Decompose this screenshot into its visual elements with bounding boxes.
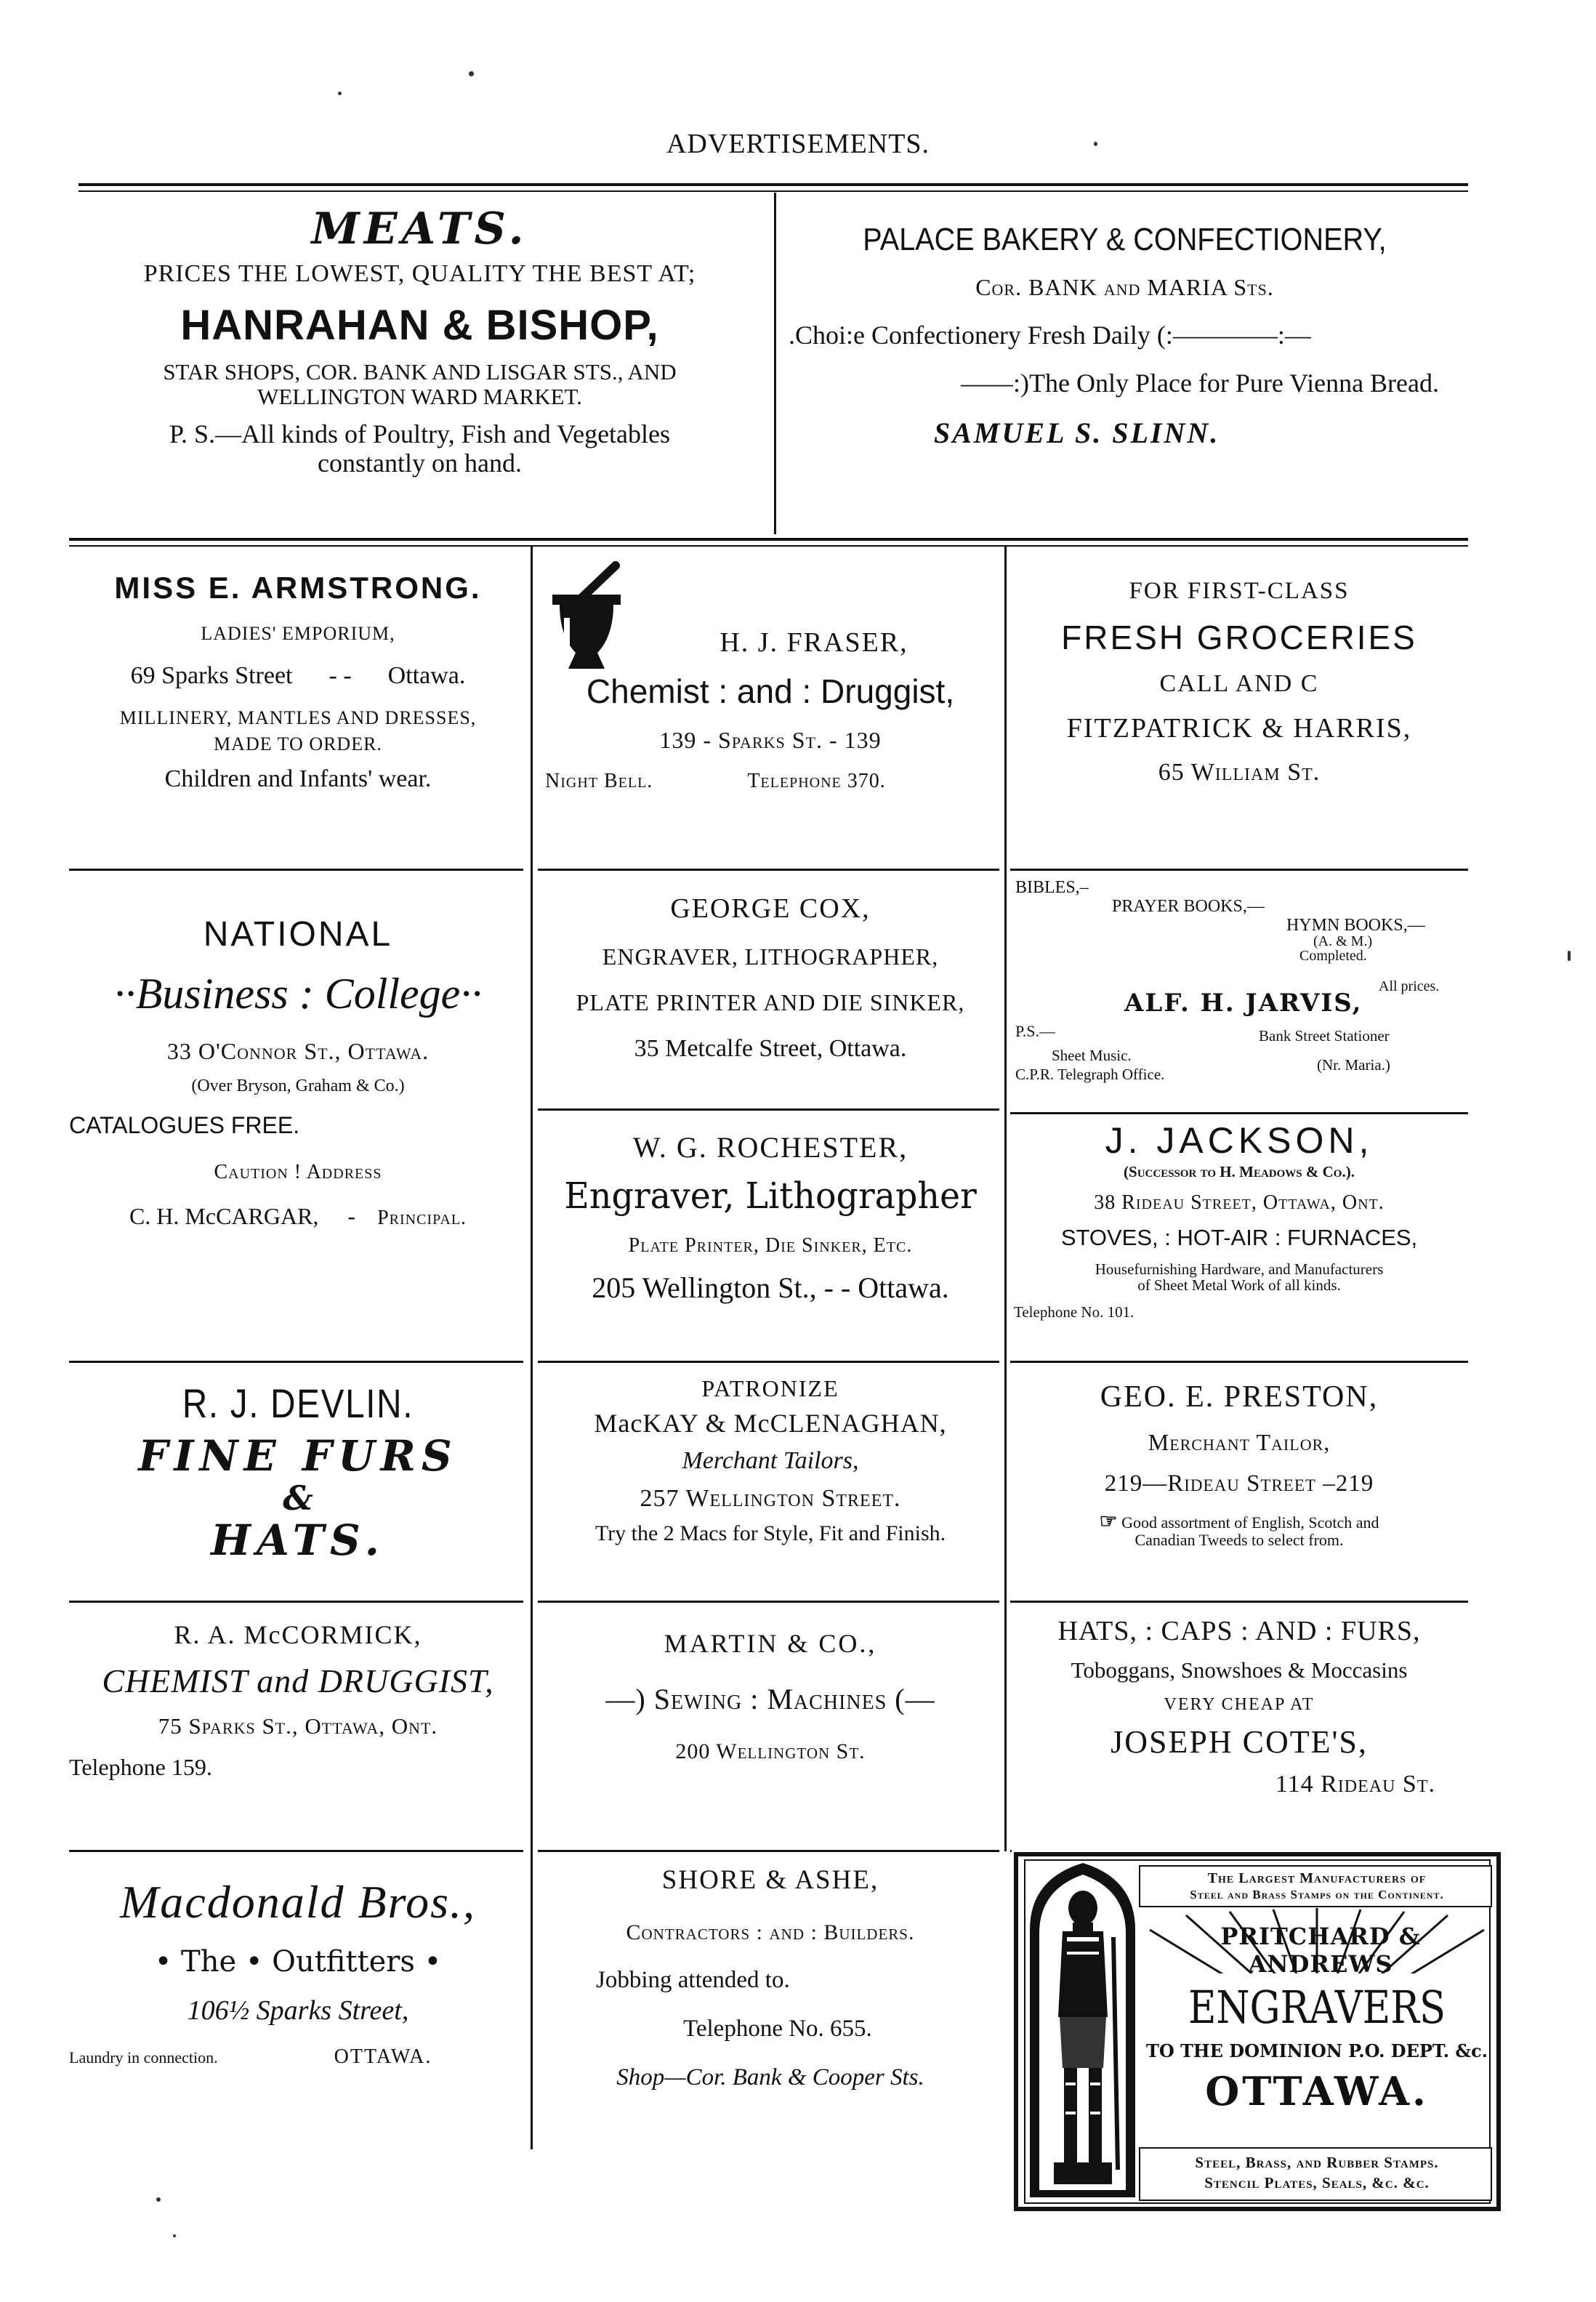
preston-address: 219—Rideau Street –219 <box>1104 1470 1374 1497</box>
scan-speck <box>156 2197 161 2202</box>
cote-name: JOSEPH COTE'S, <box>1111 1724 1368 1760</box>
row4-rule-a <box>69 1850 523 1852</box>
pritchard-bottom-1: Steel, Brass, and Rubber Stamps. <box>1195 2154 1439 2171</box>
pritchard-top-2: Steel and Brass Stamps on the Continent. <box>1190 1888 1444 1901</box>
armstrong-goods-3: Children and Infants' wear. <box>164 765 432 792</box>
shore-name: SHORE & ASHE, <box>661 1865 879 1895</box>
armstrong-sub: LADIES' EMPORIUM, <box>201 623 395 644</box>
mackay-name: MacKAY & McCLENAGHAN, <box>594 1409 947 1438</box>
college-principal-title: Principal. <box>377 1207 467 1229</box>
cote-line-3: VERY CHEAP AT <box>1164 1695 1315 1714</box>
shore-phone: Telephone No. 655. <box>683 2016 872 2042</box>
ad-hanrahan-bishop <box>69 204 770 478</box>
groceries-line-3: CALL AND C <box>1159 670 1319 697</box>
jarvis-hymn: HYMN BOOKS,— <box>1286 916 1425 935</box>
armstrong-street: 69 Sparks Street <box>130 662 293 689</box>
rochester-title: Engraver, Lithographer <box>564 1175 977 1217</box>
preston-note-2: Canadian Tweeds to select from. <box>1134 1531 1344 1549</box>
bakery-address: Cor. BANK and MARIA Sts. <box>975 274 1274 300</box>
martin-address: 200 Wellington St. <box>675 1739 866 1763</box>
scan-speck <box>173 2234 176 2237</box>
armstrong-address <box>69 662 527 690</box>
armstrong-dashes: - - <box>329 662 352 689</box>
fraser-bell: Night Bell. <box>545 770 653 792</box>
top-rule-thin <box>78 190 1468 192</box>
ad-mccormick <box>69 1619 527 1781</box>
rochester-line: Plate Printer, Die Sinker, Etc. <box>628 1234 913 1257</box>
cote-line-2: Toboggans, Snowshoes & Moccasins <box>1071 1657 1408 1683</box>
preston-title: Merchant Tailor, <box>1148 1429 1331 1455</box>
cox-line-1: ENGRAVER, LITHOGRAPHER, <box>602 943 939 970</box>
preston-note-text: Good assortment of English, Scotch and <box>1121 1513 1379 1532</box>
college-principal-name: C. H. McCARGAR, <box>129 1203 319 1229</box>
cote-line-1: HATS, : CAPS : AND : FURS, <box>1057 1616 1421 1646</box>
row2-rule-c1 <box>1010 1112 1468 1114</box>
jarvis-all-prices: All prices. <box>1379 978 1440 994</box>
shore-shop: Shop—Cor. Bank & Cooper Sts. <box>616 2064 924 2090</box>
college-note: (Over Bryson, Graham & Co.) <box>191 1076 405 1095</box>
grid-divider-right <box>1004 547 1007 1851</box>
row1-rule-c <box>1010 869 1468 871</box>
ad-rochester <box>538 1130 1003 1305</box>
meats-tagline: PRICES THE LOWEST, QUALITY THE BEST AT; <box>143 260 696 287</box>
ad-preston <box>1010 1380 1468 1549</box>
macdonald-laundry: Laundry in connection. <box>69 2048 218 2066</box>
grid-divider-left <box>531 547 533 2149</box>
row4-rule-b <box>538 1850 999 1852</box>
rule-after-top-thin <box>69 545 1468 547</box>
top-divider <box>774 193 776 534</box>
macdonald-outfitters: • The • Outfitters • <box>154 1945 442 1979</box>
macdonald-city: OTTAWA. <box>334 2045 432 2068</box>
hanrahan-bishop-name: HANRAHAN & BISHOP, <box>180 302 659 349</box>
ad-george-cox <box>538 893 1003 1063</box>
hanrahan-address-2: WELLINGTON WARD MARKET. <box>257 384 582 409</box>
ad-national-business-college <box>69 914 527 1230</box>
shore-jobbing: Jobbing attended to. <box>596 1967 790 1993</box>
jarvis-bibles-dash: – <box>1079 878 1089 897</box>
mccormick-address: 75 Sparks St., Ottawa, Ont. <box>158 1713 438 1739</box>
macdonald-footer <box>69 2045 527 2069</box>
college-line-1: NATIONAL <box>203 915 393 954</box>
ad-pritchard-andrews <box>1012 1850 1503 2213</box>
top-rule-thick <box>78 183 1468 186</box>
ad-mackay-mcclenaghan <box>538 1375 1003 1546</box>
armstrong-goods-1: MILLINERY, MANTLES AND DRESSES, <box>119 707 477 728</box>
bakery-line-2: ——:)The Only Place for Pure Vienna Bread. <box>961 369 1439 398</box>
jackson-hardware-1: Housefurnishing Hardware, and Manufacturers <box>1095 1260 1384 1278</box>
cox-address: 35 Metcalfe Street, Ottawa. <box>634 1035 907 1062</box>
mackay-address: 257 Wellington Street. <box>640 1485 901 1512</box>
jarvis-completed: Completed. <box>1299 948 1367 964</box>
jarvis-am: (A. & M.) <box>1313 933 1373 949</box>
college-principal <box>69 1203 527 1230</box>
fraser-phone: Telephone 370. <box>747 770 886 792</box>
jackson-hardware-2: of Sheet Metal Work of all kinds. <box>1137 1276 1341 1294</box>
row2-rule-b <box>538 1361 999 1363</box>
shore-line: Contractors : and : Builders. <box>626 1920 915 1944</box>
hanrahan-ps-1: P. S.—All kinds of Poultry, Fish and Vegetables <box>169 419 671 448</box>
devlin-ampersand: & <box>283 1478 313 1518</box>
groceries-line-2: FRESH GROCERIES <box>1061 619 1417 656</box>
pritchard-arc: PRITCHARD & ANDREWS <box>1220 1923 1421 1978</box>
fraser-title: Chemist : and : Druggist, <box>586 672 955 710</box>
rochester-name: W. G. ROCHESTER, <box>632 1131 908 1164</box>
meats-headline: MEATS. <box>311 204 528 254</box>
ad-alf-jarvis <box>1012 878 1470 1107</box>
devlin-hats: HATS. <box>211 1516 385 1565</box>
preston-note-1 <box>1010 1510 1468 1533</box>
ad-armstrong <box>69 571 527 793</box>
groceries-address: 65 William St. <box>1158 759 1321 786</box>
jackson-phone: Telephone No. 101. <box>1014 1303 1134 1321</box>
row3-rule-a <box>69 1601 523 1603</box>
fraser-night-phone <box>538 770 1003 793</box>
ad-fitzpatrick-harris <box>1010 578 1468 786</box>
jarvis-bibles-text: BIBLES, <box>1015 878 1080 897</box>
groceries-line-1: FOR FIRST-CLASS <box>1129 578 1350 604</box>
row2-rule-c <box>1010 1361 1468 1363</box>
row2-rule-a <box>69 1361 523 1363</box>
groceries-firm: FITZPATRICK & HARRIS, <box>1066 713 1412 744</box>
college-address: 33 O'Connor St., Ottawa. <box>166 1038 430 1064</box>
cox-name: GEORGE COX, <box>670 893 871 924</box>
row1-rule-b <box>538 869 999 871</box>
pritchard-top-1: The Largest Manufacturers of <box>1207 1870 1427 1886</box>
jackson-stoves: STOVES, : HOT-AIR : FURNACES, <box>1060 1225 1418 1250</box>
ad-fraser <box>538 627 1003 793</box>
jarvis-ps: P.S.— <box>1015 1022 1056 1040</box>
bakery-line-1: .Choi:e Confectionery Fresh Daily (:————:— <box>789 321 1311 350</box>
fraser-name: H. J. FRASER, <box>720 627 908 658</box>
rule-after-top-thick <box>69 538 1468 541</box>
college-line-2: ··Business : College·· <box>113 970 483 1018</box>
ad-palace-bakery <box>781 222 1468 450</box>
cote-address: 114 Rideau St. <box>1275 1771 1435 1798</box>
ad-jackson <box>1010 1119 1468 1321</box>
row1-rule-a <box>69 869 523 871</box>
ad-martin-co <box>538 1628 1003 1764</box>
devlin-fine-furs: FINE FURS <box>138 1431 458 1481</box>
ad-macdonald-bros <box>69 1875 527 2069</box>
college-principal-dash: - <box>347 1203 356 1229</box>
row2-rule-b1 <box>538 1108 999 1111</box>
jackson-successor: (Successor to H. Meadows & Co.). <box>1124 1163 1355 1180</box>
martin-line: —) Sewing : Machines (— <box>605 1683 935 1715</box>
scan-speck <box>338 92 342 95</box>
bakery-owner: SAMUEL S. SLINN. <box>934 416 1220 449</box>
cox-line-2: PLATE PRINTER AND DIE SINKER, <box>576 989 965 1015</box>
jackson-name: J. JACKSON, <box>1105 1120 1374 1161</box>
college-catalogues: CATALOGUES FREE. <box>69 1112 300 1138</box>
macdonald-address: 106½ Sparks Street, <box>187 1995 409 2026</box>
martin-name: MARTIN & CO., <box>664 1629 877 1658</box>
mccormick-title: CHEMIST and DRUGGIST, <box>102 1662 494 1699</box>
page-header: ADVERTISEMENTS. <box>666 129 930 159</box>
row3-rule-b <box>538 1601 999 1603</box>
jarvis-music: Sheet Music. <box>1052 1047 1132 1064</box>
jackson-address: 38 Rideau Street, Ottawa, Ont. <box>1094 1191 1385 1214</box>
mccormick-phone: Telephone 159. <box>69 1754 212 1780</box>
mccormick-name: R. A. McCORMICK, <box>174 1620 422 1649</box>
jarvis-name: ALF. H. JARVIS, <box>1124 989 1363 1018</box>
mackay-tailors: Merchant Tailors, <box>682 1447 859 1474</box>
jarvis-stationer: Bank Street Stationer <box>1259 1027 1390 1045</box>
scan-speck <box>469 71 474 76</box>
pritchard-ottawa: OTTAWA. <box>1205 2068 1429 2114</box>
rochester-address: 205 Wellington St., - - Ottawa. <box>592 1271 949 1304</box>
scan-speck <box>1568 951 1571 961</box>
mackay-patronize: PATRONIZE <box>701 1375 839 1401</box>
armstrong-goods-2: MADE TO ORDER. <box>214 733 382 754</box>
devlin-name: R. J. DEVLIN. <box>182 1380 414 1426</box>
pointing-hand-icon: ☞ <box>1099 1510 1118 1533</box>
macdonald-name: Macdonald Bros., <box>119 1876 477 1928</box>
ad-devlin <box>69 1380 527 1565</box>
armstrong-name: MISS E. ARMSTRONG. <box>114 571 482 605</box>
jarvis-prayer: PRAYER BOOKS,— <box>1112 897 1265 916</box>
jarvis-maria: (Nr. Maria.) <box>1317 1056 1390 1074</box>
ad-joseph-cote <box>1010 1615 1468 1798</box>
college-caution: Caution ! Address <box>214 1161 382 1183</box>
row3-rule-c <box>1010 1601 1468 1603</box>
scan-speck <box>1094 142 1097 146</box>
armstrong-city: Ottawa. <box>387 662 466 689</box>
mackay-slogan: Try the 2 Macs for Style, Fit and Finish. <box>595 1521 946 1545</box>
bakery-title: PALACE BAKERY & CONFECTIONERY, <box>863 222 1387 257</box>
hanrahan-ps-2: constantly on hand. <box>318 448 522 478</box>
pritchard-dominion: TO THE DOMINION P.O. DEPT. &c. <box>1145 2040 1488 2061</box>
fraser-address: 139 - Sparks St. - 139 <box>659 727 882 753</box>
pritchard-engravers: ENGRAVERS <box>1188 1981 1446 2034</box>
pritchard-bottom-2: Stencil Plates, Seals, &c. &c. <box>1204 2174 1430 2192</box>
hanrahan-address-1: STAR SHOPS, COR. BANK AND LISGAR STS., AND <box>163 359 677 385</box>
preston-name: GEO. E. PRESTON, <box>1100 1380 1379 1414</box>
ad-shore-ashe <box>538 1864 1003 2091</box>
jarvis-bibles <box>1015 878 1089 898</box>
jarvis-telegraph: C.P.R. Telegraph Office. <box>1015 1066 1165 1083</box>
